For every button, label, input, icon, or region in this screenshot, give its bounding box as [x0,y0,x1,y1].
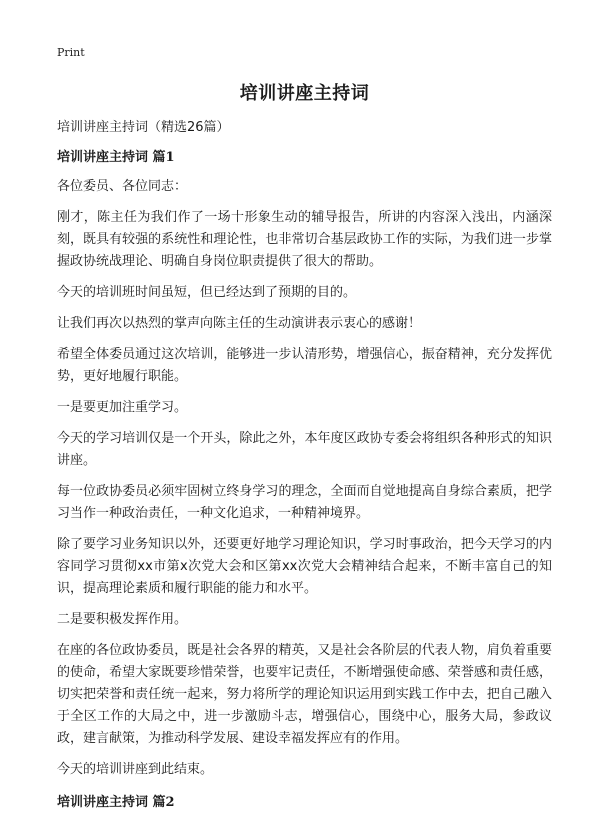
paragraph-greeting: 各位委员、各位同志： [57,179,188,194]
section-heading-2: 培训讲座主持词 篇2 [57,795,175,810]
section-heading-1: 培训讲座主持词 篇1 [57,150,175,165]
document-title: 培训讲座主持词 [239,83,370,104]
paragraph-point-two: 二是要积极发挥作用。 [57,612,188,627]
document-subtitle: 培训讲座主持词（精选26篇） [57,120,230,135]
paragraph-thanks: 让我们再次以热烈的掌声向陈主任的生动演讲表示衷心的感谢！ [57,316,422,331]
paragraph-theory: 除了要学习业务知识以外，还要更好地学习理论知识，学习时事政治，把今天学习的内容同学习贯彻xx市第x次党大会和区第xx次党大会精神结合起来，不断丰富自己的知识，提高理论素质和履行职能的能力和水平。 [57,537,552,596]
paragraph-lifelong-learning: 每一位政协委员必须牢固树立终身学习的理念，全面而自觉地提高自身综合素质，把学习当作一种政治责任，一种文化追求，一种精神境界。 [57,484,552,521]
paragraph-point-one: 一是要更加注重学习。 [57,400,188,415]
paragraph-responsibility: 在座的各位政协委员，既是社会各界的精英，又是社会各阶层的代表人物，肩负着重要的使命，希望大家既要珍惜荣誉，也要牢记责任，不断增强使命感、荣誉感和责任感，切实把荣誉和责任统一起来，努力将所学的理论知识运用到实践工作中去，把自己融入于全区工作的大局之中，进一步激励斗志，增强信心，围绕中心，服务大局，参政议政，建言献策，为推动科学发展、建设幸福发挥应有的作用。 [57,643,552,746]
paragraph-hope: 希望全体委员通过这次培训，能够进一步认清形势，增强信心，振奋精神，充分发挥优势，更好地履行职能。 [57,347,552,384]
print-link[interactable]: Print [57,46,85,59]
paragraph-goal: 今天的培训班时间虽短，但已经达到了预期的目的。 [57,285,357,300]
paragraph-closing: 今天的培训讲座到此结束。 [57,762,214,777]
paragraph-lectures: 今天的学习培训仅是一个开头，除此之外，本年度区政协专委会将组织各种形式的知识讲座。 [57,431,552,468]
paragraph-intro: 刚才，陈主任为我们作了一场十形象生动的辅导报告，所讲的内容深入浅出，内涵深刻，既具有较强的系统性和理论性，也非常切合基层政协工作的实际，为我们进一步掌握政协统战理论、明确自身岗位职责提供了很大的帮助。 [57,210,552,269]
